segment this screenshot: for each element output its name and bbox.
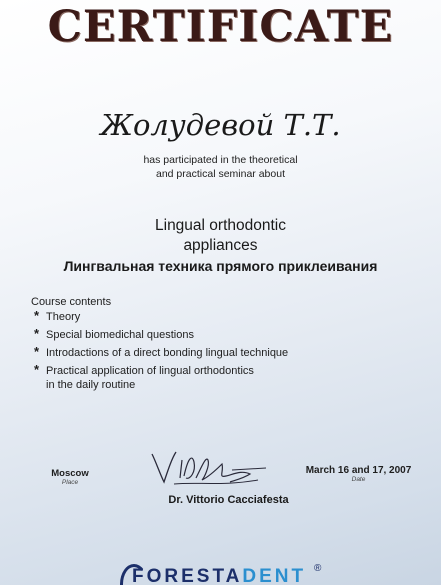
list-item xyxy=(31,346,411,360)
date-value: March 16 and 17, 2007 xyxy=(305,465,412,476)
list-item-text: Theory xyxy=(46,311,81,323)
list-item xyxy=(31,310,411,324)
place-value: Moscow xyxy=(51,468,89,479)
recipient-name: Жолудевой Т.Т. xyxy=(100,108,341,142)
course-contents xyxy=(31,296,411,396)
list-item xyxy=(31,328,411,342)
certificate-title: CERTIFICATE xyxy=(47,2,394,52)
list-item-text: Special biomedichal questions xyxy=(46,329,194,341)
list-item-text: Practical application of lingual orthodontics xyxy=(46,365,254,377)
date-block xyxy=(296,465,421,483)
place-label: Place xyxy=(61,479,79,486)
course-title xyxy=(0,216,441,276)
course-title-line-2: appliances xyxy=(183,237,258,254)
list-item-text: Introdactions of a direct bonding lingual technique xyxy=(46,347,289,359)
intro-line-2: and practical seminar about xyxy=(156,168,285,180)
registered-mark: ® xyxy=(314,563,322,574)
bullet-asterisk: * xyxy=(34,362,40,377)
place-block xyxy=(40,468,100,486)
list-item-text-continued: in the daily routine xyxy=(46,379,136,391)
course-title-russian: Лингвальная техника прямого приклеивания xyxy=(63,258,378,274)
intro-line-1: has participated in the theoretical xyxy=(143,154,298,166)
logo-text xyxy=(132,566,306,585)
logo-text-part-2: DENT xyxy=(242,566,307,585)
signature-image xyxy=(146,448,272,490)
course-title-line-1: Lingual orthodontic xyxy=(155,217,286,234)
course-contents-list xyxy=(31,310,411,392)
bullet-asterisk: * xyxy=(34,326,40,341)
date-label: Date xyxy=(351,476,366,483)
list-item xyxy=(31,364,411,392)
signer-name: Dr. Vittorio Cacciafesta xyxy=(168,494,289,506)
intro-text xyxy=(0,153,441,181)
bullet-asterisk: * xyxy=(34,344,40,359)
bullet-asterisk: * xyxy=(34,308,40,323)
logo-text-part-1: FORESTA xyxy=(132,566,243,585)
forestadent-logo xyxy=(116,556,336,585)
course-contents-heading: Course contents xyxy=(31,296,112,308)
